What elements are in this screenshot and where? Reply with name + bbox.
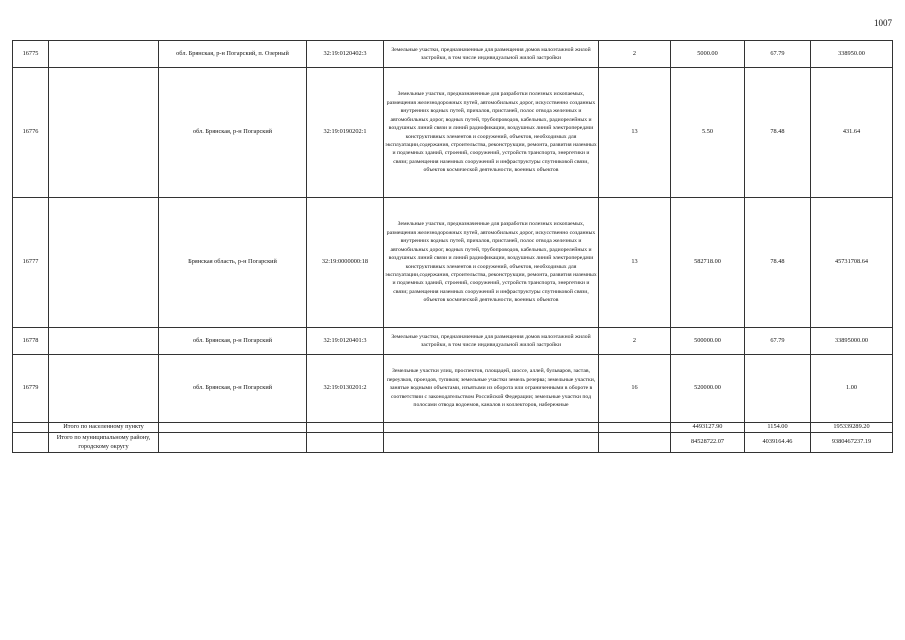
- table-row: [13, 68, 893, 198]
- total-area-cell: 4493127.90: [671, 423, 745, 433]
- row-id-cell: 16775: [13, 41, 49, 68]
- value-cell: 33895000.00: [811, 328, 893, 355]
- empty-cell: [159, 423, 307, 433]
- purpose-cell: Земельные участки, предназначенные для размещения домов малоэтажной жилой застройки, в том числе индивидуальной жилой застройки: [384, 41, 599, 68]
- value-cell: 45731708.64: [811, 198, 893, 328]
- empty-cell: [384, 423, 599, 433]
- total-label-cell: Итого по населенному пункту: [49, 423, 159, 433]
- total-value-cell: 9380467237.19: [811, 433, 893, 453]
- rate-cell: 67.79: [745, 328, 811, 355]
- land-register-table: [12, 40, 893, 453]
- total-row: [13, 433, 893, 453]
- total-rate-cell: 4039164.46: [745, 433, 811, 453]
- row-id-cell: 16777: [13, 198, 49, 328]
- purpose-cell: Земельные участки, предназначенные для размещения домов малоэтажной жилой застройки, в том числе индивидуальной жилой застройки: [384, 328, 599, 355]
- table-row: [13, 198, 893, 328]
- purpose-cell: Земельные участки, предназначенные для разработки полезных ископаемых, размещения железнодорожных путей, автомобильных дорог, искусственно созданных внутренних водных путей, причалов, пристаней, полос отвода железных и автомобильных дорог, водных путей, трубопроводов, кабельных, радиорелейных и воздушных линий связи и линий радиофикации, воздушных линий электропередачи конструктивных элементов и сооружений, объектов, необходимых для эксплуатации,содержания, строительства, реконструкции, ремонта, развития наземных и подземных зданий, строений, сооружений, устройств транспорта, энергетики и связи; размещения наземных сооружений и инфраструктуры спутниковой связи, объектов космической деятельности, военных объектов: [384, 68, 599, 198]
- cadastral-number-cell: 32:19:0000000:18: [307, 198, 384, 328]
- empty-cell: [49, 355, 159, 423]
- empty-cell: [384, 433, 599, 453]
- table-row: [13, 41, 893, 68]
- total-label-cell: Итого по муниципальному району, городскому округу: [49, 433, 159, 453]
- empty-cell: [307, 433, 384, 453]
- total-value-cell: 195339289.20: [811, 423, 893, 433]
- group-cell: 13: [599, 68, 671, 198]
- cadastral-number-cell: 32:19:0130201:2: [307, 355, 384, 423]
- group-cell: 13: [599, 198, 671, 328]
- area-cell: 5000.00: [671, 41, 745, 68]
- value-cell: 1.00: [811, 355, 893, 423]
- area-cell: 582718.00: [671, 198, 745, 328]
- location-cell: обл. Брянская, р-н Погарский: [159, 328, 307, 355]
- area-cell: 5.50: [671, 68, 745, 198]
- empty-cell: [49, 198, 159, 328]
- rate-cell: 78.48: [745, 198, 811, 328]
- rate-cell: [745, 355, 811, 423]
- cadastral-number-cell: 32:19:0120402:3: [307, 41, 384, 68]
- row-id-cell: 16778: [13, 328, 49, 355]
- area-cell: 500000.00: [671, 328, 745, 355]
- table-row: [13, 355, 893, 423]
- value-cell: 338950.00: [811, 41, 893, 68]
- purpose-cell: Земельные участки, предназначенные для разработки полезных ископаемых, размещения железнодорожных путей, автомобильных дорог, искусственно созданных внутренних водных путей, причалов, пристаней, полос отвода железных и автомобильных дорог, водных путей, трубопроводов, кабельных, радиорелейных и воздушных линий связи и линий радиофикации, воздушных линий электропередачи конструктивных элементов и сооружений, объектов, необходимых для эксплуатации,содержания, строительства, реконструкции, ремонта, развития наземных и подземных зданий, строений, сооружений, устройств транспорта, энергетики и связи; размещения наземных сооружений и инфраструктуры спутниковой связи, объектов космической деятельности, военных объектов: [384, 198, 599, 328]
- location-cell: обл. Брянская, р-н Погарский: [159, 355, 307, 423]
- group-cell: 2: [599, 41, 671, 68]
- empty-cell: [13, 433, 49, 453]
- page-number: 1007: [874, 18, 892, 28]
- total-area-cell: 84528722.07: [671, 433, 745, 453]
- purpose-cell: Земельные участки улиц, проспектов, площадей, шоссе, аллей, бульваров, застав, переулков, проездов, тупиков; земельные участки земель резерва; земельные участки, занятые водными объектами, изъятыми из оборота или ограниченными в обороте в соответствии с законодательством Российской Федерации; земельные участки под полосами отвода водоемов, каналов и коллекторов, набережные: [384, 355, 599, 423]
- row-id-cell: 16776: [13, 68, 49, 198]
- empty-cell: [307, 423, 384, 433]
- empty-cell: [49, 328, 159, 355]
- empty-cell: [159, 433, 307, 453]
- cadastral-number-cell: 32:19:0190202:1: [307, 68, 384, 198]
- cadastral-number-cell: 32:19:0120401:3: [307, 328, 384, 355]
- total-rate-cell: 1154.00: [745, 423, 811, 433]
- total-row: [13, 423, 893, 433]
- value-cell: 431.64: [811, 68, 893, 198]
- group-cell: 16: [599, 355, 671, 423]
- empty-cell: [599, 423, 671, 433]
- location-cell: обл. Брянская, р-н Погарский: [159, 68, 307, 198]
- empty-cell: [13, 423, 49, 433]
- area-cell: 520000.00: [671, 355, 745, 423]
- rate-cell: 67.79: [745, 41, 811, 68]
- group-cell: 2: [599, 328, 671, 355]
- location-cell: обл. Брянская, р-н Погарский, п. Озерный: [159, 41, 307, 68]
- table-row: [13, 328, 893, 355]
- empty-cell: [599, 433, 671, 453]
- empty-cell: [49, 41, 159, 68]
- empty-cell: [49, 68, 159, 198]
- row-id-cell: 16779: [13, 355, 49, 423]
- rate-cell: 78.48: [745, 68, 811, 198]
- location-cell: Брянская область, р-н Погарский: [159, 198, 307, 328]
